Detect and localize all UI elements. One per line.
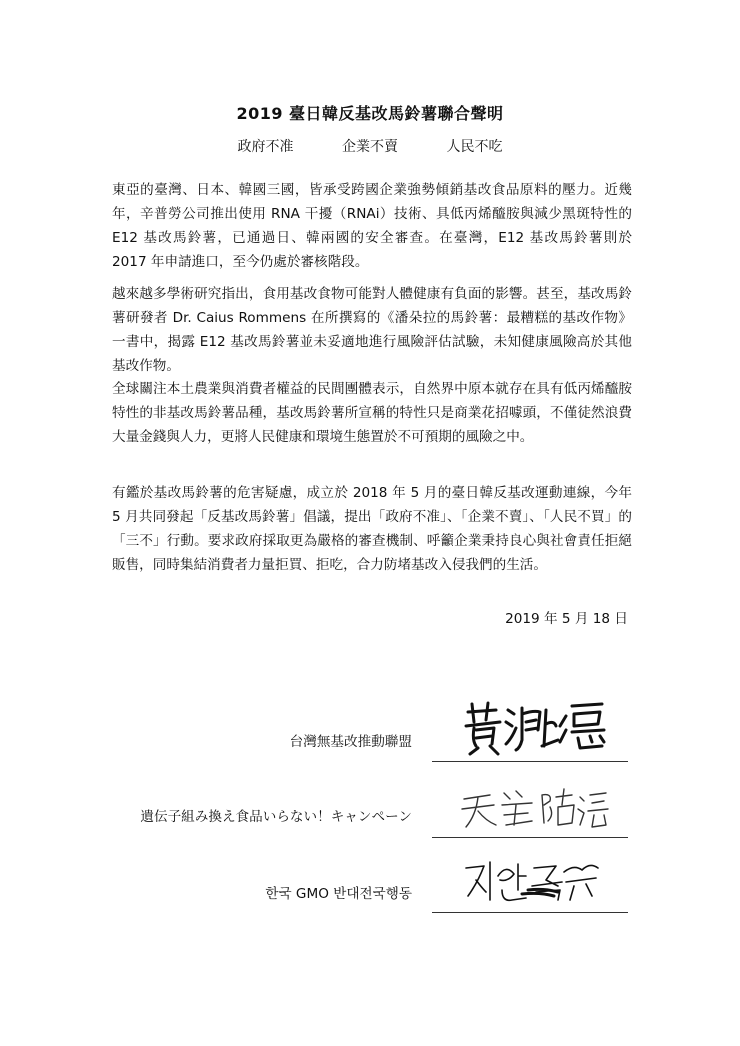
slogan-business: 企業不賣 [342, 139, 398, 155]
paragraph-1: 東亞的臺灣、日本、韓國三國，皆承受跨國企業強勢傾銷基改食品原料的壓力。近幾年，辛普勞公司推出使用 RNA 干擾（RNAi）技術、具低丙烯醯胺與減少黑斑特性的 E12 基改馬鈴薯，已通過日、韓兩國的安全審查。在臺灣，E12 基改馬鈴薯則於 2017 年申請進口，至今仍處於審核階段。 [112, 182, 632, 270]
slogan-government: 政府不准 [237, 139, 294, 155]
signature-japan [460, 785, 610, 833]
statement-title: 2019 臺日韓反基改馬鈴薯聯合聲明 [236, 104, 504, 123]
signatory-org-taiwan: 台灣無基改推動聯盟 [289, 734, 412, 750]
signature-line-japan [432, 837, 628, 838]
signature-line-korea [432, 912, 628, 913]
signatory-org-korea: 한국 GMO 반대전국행동 [265, 886, 412, 902]
paragraph-4: 有鑑於基改馬鈴薯的危害疑慮，成立於 2018 年 5 月的臺日韓反基改運動連線，今年 5 月共同發起「反基改馬鈴薯」倡議，提出「政府不准」、「企業不賣」、「人民不買」的「三不」行動。要求政府採取更為嚴格的審查機制、呼籲企業秉持良心與社會責任拒絕販售，同時集結消費者力量拒買、拒吃，合力防堵基改入侵我們的生活。 [112, 485, 632, 573]
signature-taiwan [462, 700, 612, 756]
statement-date: 2019 年 5 月 18 日 [505, 611, 628, 627]
paragraph-2: 越來越多學術研究指出，食用基改食物可能對人體健康有負面的影響。甚至，基改馬鈴薯研發者 Dr. Caius Rommens 在所撰寫的《潘朵拉的馬鈴薯：最糟糕的基改作物》一書中，揭露 E12 基改馬鈴薯並未妥適地進行風險評估試驗，未知健康風險高於其他基改作物。 [112, 286, 632, 374]
slogan-people: 人民不吃 [446, 139, 503, 155]
slogan-row [0, 136, 740, 156]
signatory-org-japan: 遺伝子組み換え食品いらない！キャンペーン [140, 809, 412, 825]
signature-line-taiwan [432, 761, 628, 762]
signature-korea [462, 856, 602, 908]
paragraph-3: 全球關注本土農業與消費者權益的民間團體表示，自然界中原本就存在具有低丙烯醯胺特性的非基改馬鈴薯品種，基改馬鈴薯所宣稱的特性只是商業花招噱頭，不僅徒然浪費大量金錢與人力，更將人民健康和環境生態置於不可預期的風險之中。 [112, 381, 632, 445]
